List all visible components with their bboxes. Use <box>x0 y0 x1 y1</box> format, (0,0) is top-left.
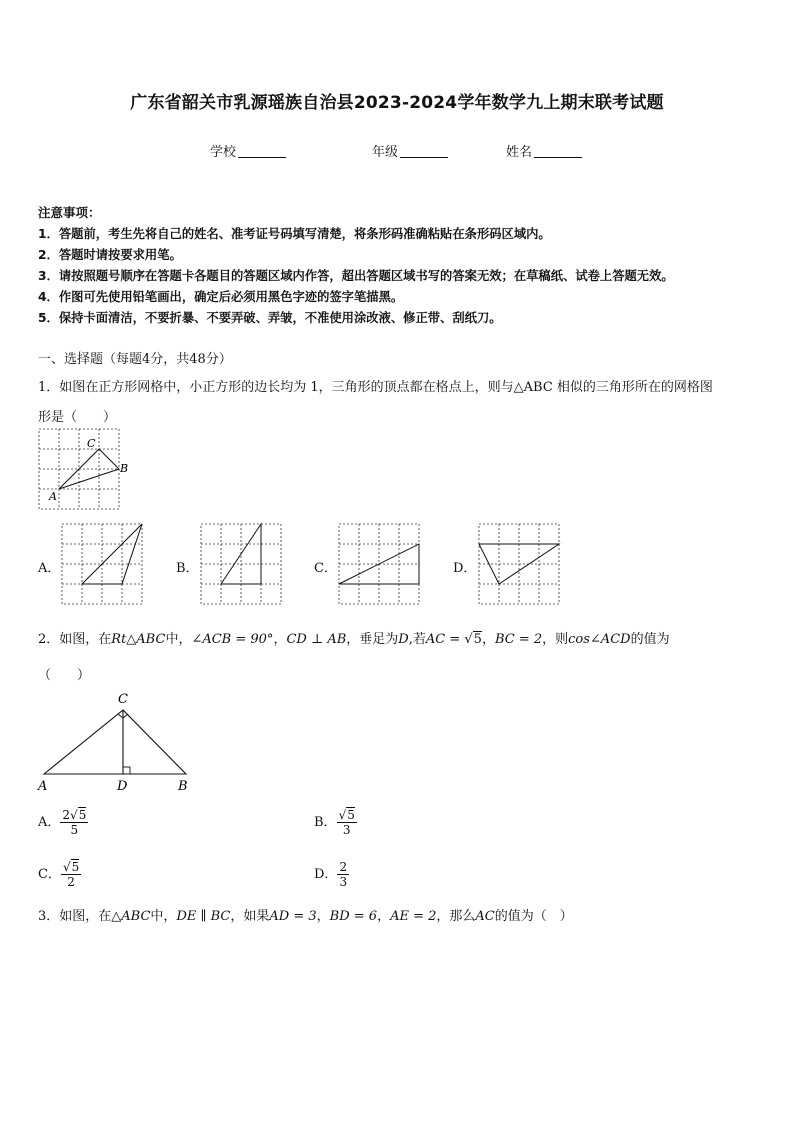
q2-math-perp: CD ⊥ AB <box>286 632 347 647</box>
q2-text: ，垂足为 <box>346 632 399 647</box>
q2-math-cos: cos∠ACD <box>568 632 631 647</box>
fraction-coef: 2 <box>62 808 71 822</box>
name-field <box>506 141 582 160</box>
notes-heading: 注意事项： <box>38 205 101 220</box>
note-item: 2．答题时请按要求用笔。 <box>38 248 182 262</box>
q2-text: ， <box>273 632 287 647</box>
fraction-denominator: 5 <box>70 823 79 837</box>
q1-option-a-label: A． <box>38 561 61 576</box>
q2-answer-paren: （ ） <box>38 668 91 683</box>
q3-text: ，如果 <box>230 909 270 924</box>
q2-math-abc: ABC <box>136 632 166 647</box>
option-a-triangle <box>82 524 142 584</box>
section-heading: 一、选择题（每题4分，共48分） <box>38 352 232 367</box>
school-field <box>210 141 286 160</box>
q2-option-a[interactable] <box>38 808 88 837</box>
q1-option-b-figure[interactable] <box>200 523 282 605</box>
note-item: 5．保持卡面清洁，不要折暴、不要弄破、弄皱，不准使用涂改液、修正带、刮纸刀。 <box>38 311 502 325</box>
fraction-denominator: 2 <box>67 875 75 889</box>
q2-math-d: D <box>398 632 409 647</box>
q2-option-d[interactable] <box>314 860 349 889</box>
option-d-grid <box>479 524 559 604</box>
q2-text: ， <box>481 632 495 647</box>
note-item: 3．请按照题号顺序在答题卡各题目的答题区域内作答，超出答题区域书写的答案无效；在草稿纸、试卷上答题无效。 <box>38 269 674 283</box>
q2-math-triangle: △ <box>126 632 137 647</box>
triangle-abc <box>44 710 186 774</box>
q1-option-d-figure[interactable] <box>478 523 560 605</box>
q2-sqrt: √5 <box>464 632 482 647</box>
grade-label: 年级 <box>372 145 399 160</box>
fraction: $\frac{√5}{3}$ <box>338 808 355 837</box>
q3-text: 3．如图，在△ <box>38 909 122 924</box>
q3-text: ，那么 <box>436 909 476 924</box>
q1-figure <box>38 428 129 510</box>
grade-field <box>372 141 448 160</box>
q2-math-angle: ∠ACB = 90° <box>191 632 274 647</box>
name-label: 姓名 <box>506 145 533 160</box>
q2-figure <box>34 688 200 794</box>
fraction-root: 5 <box>347 808 355 822</box>
q2-text: 中， <box>165 632 192 647</box>
q3-stem <box>38 905 573 924</box>
q2-math-bc: BC = 2 <box>494 632 543 647</box>
q1-option-c-label: C． <box>314 561 337 576</box>
option-label: D． <box>314 867 338 882</box>
fraction-root: 5 <box>78 808 87 822</box>
q2-stem <box>38 628 670 647</box>
q2-text: ，则 <box>542 632 569 647</box>
option-label: A． <box>38 815 61 830</box>
q2-math-ac: AC = <box>425 632 465 647</box>
note-item: 1．答题前，考生先将自己的姓名、准考证号码填写清楚，将条形码准确粘贴在条形码区域内。 <box>38 227 551 241</box>
q1-stem-line2: 形是（ ） <box>38 410 117 425</box>
school-blank <box>238 145 286 158</box>
label-a: A <box>38 779 48 794</box>
page-title: 广东省韶关市乳源瑶族自治县2023-2024学年数学九上期末联考试题 <box>130 93 664 113</box>
q2-sqrt-value: 5 <box>473 632 482 647</box>
q2-option-c[interactable] <box>38 860 81 889</box>
option-b-grid <box>201 524 281 604</box>
school-label: 学校 <box>210 145 237 160</box>
q1-option-b-label: B． <box>176 561 199 576</box>
fraction <box>337 860 349 889</box>
q1-option-a-figure[interactable] <box>61 523 143 605</box>
label-d: D <box>117 779 128 794</box>
label-c: C <box>118 692 128 707</box>
q3-math-bd: BD = 6 <box>329 909 378 924</box>
q3-math-abc: ABC <box>121 909 151 924</box>
fraction: $\frac{2√5}{5}$ <box>62 808 87 837</box>
label-b: B <box>178 779 188 794</box>
q3-text: 的值为（ ） <box>494 909 573 924</box>
q3-text: ， <box>316 909 330 924</box>
grade-blank <box>400 145 448 158</box>
q3-math-ae: AE = 2 <box>390 909 437 924</box>
right-angle-mark-d <box>123 767 130 774</box>
q1-option-d-label: D． <box>453 561 477 576</box>
name-blank <box>534 145 582 158</box>
fraction-numerator: 2 <box>339 860 348 874</box>
label-b: B <box>120 462 129 475</box>
q2-text: 的值为 <box>630 632 670 647</box>
q2-option-b[interactable] <box>314 808 357 837</box>
fraction-root: 5 <box>71 860 80 874</box>
fraction: $\frac{√5}{2}$ <box>62 860 80 889</box>
q1-stem-line1: 1．如图在正方形网格中，小正方形的边长均为 1，三角形的顶点都在格点上，则与△ABC 相似的三角形所在的网格图 <box>38 380 713 395</box>
option-label: C． <box>38 867 61 882</box>
q2-text: 2．如图，在 <box>38 632 112 647</box>
q3-math-ac: AC <box>475 909 495 924</box>
label-c: C <box>87 437 96 450</box>
q3-text: ， <box>377 909 391 924</box>
q2-math-rt: Rt <box>111 632 127 647</box>
q3-text: 中， <box>150 909 177 924</box>
label-a: A <box>49 490 57 503</box>
q3-math-ad: AD = 3 <box>269 909 317 924</box>
q2-text: ,若 <box>408 632 426 647</box>
fraction-denominator: 3 <box>342 823 351 837</box>
note-item: 4．作图可先使用铅笔画出，确定后必须用黑色字迹的签字笔描黑。 <box>38 290 404 304</box>
q1-option-c-figure[interactable] <box>338 523 420 605</box>
option-label: B． <box>314 815 337 830</box>
fraction-denominator: 3 <box>339 875 348 889</box>
q3-math-parallel: DE ∥ BC <box>176 909 231 924</box>
